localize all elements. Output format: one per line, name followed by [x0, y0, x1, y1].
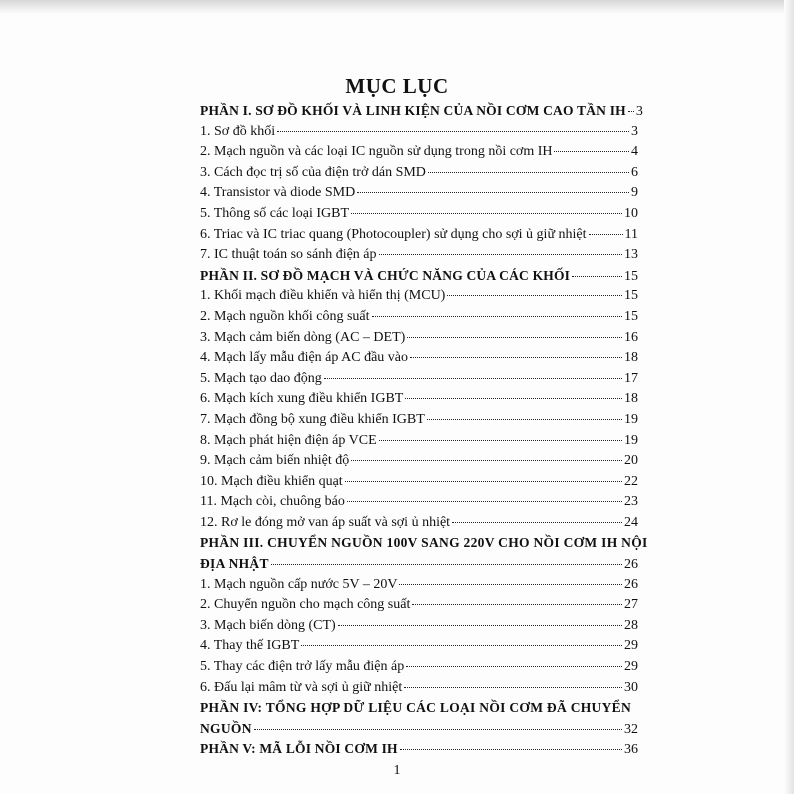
dot-leader: [347, 501, 622, 502]
dot-leader: [406, 666, 622, 667]
toc-entry-label: 12. Rơ le đóng mở van áp suất và sợi ủ nhiệt: [200, 514, 451, 530]
dot-leader: [428, 172, 629, 173]
toc-entry: [200, 474, 638, 495]
toc-entry: [200, 288, 638, 309]
toc-page-number: 6: [631, 164, 638, 180]
toc-entry-label: PHẦN V: MÃ LỖI NỒI CƠM IH: [200, 741, 398, 757]
toc-entry-label: 5. Mạch tạo dao động: [200, 370, 322, 386]
toc-page-number: 36: [624, 742, 638, 758]
toc-entry-label: PHẦN II. SƠ ĐỒ MẠCH VÀ CHỨC NĂNG CỦA CÁC KHỐI: [200, 267, 571, 283]
page-title: MỤC LỤC: [345, 74, 449, 98]
toc-heading-line2: [200, 556, 638, 577]
toc-entry-label: 11. Mạch còi, chuông báo: [200, 494, 345, 510]
dot-leader: [357, 192, 629, 193]
toc-heading-line1: PHẦN IV: TỔNG HỢP DỮ LIỆU CÁC LOẠI NỒI CƠM ĐÃ CHUYỂN: [200, 700, 632, 716]
toc-page-number: 30: [624, 679, 638, 695]
dot-leader: [628, 111, 634, 112]
toc-entry: [200, 350, 638, 371]
page-number-footer: 1: [393, 763, 401, 778]
dot-leader: [277, 131, 629, 132]
toc-entry: [200, 618, 638, 639]
toc-part-heading: [200, 268, 638, 289]
toc-page-number: 20: [624, 453, 638, 469]
dot-leader: [400, 749, 622, 750]
toc-entry-label: 1. Khối mạch điều khiển và hiển thị (MCU): [200, 288, 446, 304]
toc-entry-label: 5. Thông số các loại IGBT: [200, 205, 350, 221]
toc-part-heading: [200, 103, 643, 124]
toc-entry: [200, 391, 638, 412]
toc-page-number: 15: [624, 288, 638, 304]
toc-entry: [200, 371, 638, 392]
toc-entry: [200, 185, 638, 206]
dot-leader: [412, 604, 622, 605]
toc-entry: [200, 412, 638, 433]
toc-entry-label: 2. Mạch nguồn và các loại IC nguồn sử dụng trong nồi cơm IH: [200, 144, 553, 160]
dot-leader: [345, 481, 622, 482]
dot-leader: [589, 234, 623, 235]
toc-entry: [200, 206, 638, 227]
scan-shadow-top: [0, 0, 794, 14]
toc-page-number: 29: [624, 638, 638, 654]
dot-leader: [572, 276, 622, 277]
toc-page-number: 28: [624, 617, 638, 633]
toc-entry-label: 2. Chuyển nguồn cho mạch công suất: [200, 597, 411, 613]
toc-page-number: 23: [624, 494, 638, 510]
dot-leader: [554, 151, 629, 152]
toc-page-number: 16: [624, 329, 638, 345]
toc-page-number: 24: [624, 514, 638, 530]
toc-entry-label: ĐỊA NHẬT: [200, 556, 269, 572]
dot-leader: [372, 316, 622, 317]
dot-leader: [405, 398, 622, 399]
toc-page-number: 15: [624, 268, 638, 284]
dot-leader: [271, 564, 622, 565]
dot-leader: [301, 645, 622, 646]
toc-page-number: 32: [624, 721, 638, 737]
toc-part-heading: [200, 741, 638, 762]
toc-entry: [200, 659, 638, 680]
toc-entry-label: 7. IC thuật toán so sánh điện áp: [200, 247, 377, 263]
toc-page-number: 3: [631, 123, 638, 139]
toc-entry-label: 9. Mạch cảm biến nhiệt độ: [200, 453, 350, 469]
toc-page-number: 27: [624, 597, 638, 613]
table-of-contents: [200, 103, 648, 762]
dot-leader: [407, 337, 622, 338]
toc-entry: [200, 577, 638, 598]
toc-page-number: 26: [624, 557, 638, 573]
dot-leader: [379, 254, 622, 255]
toc-entry: [200, 494, 638, 515]
toc-page-number: 19: [624, 411, 638, 427]
toc-entry-label: 1. Mạch nguồn cấp nước 5V – 20V: [200, 576, 398, 592]
toc-entry-label: PHẦN I. SƠ ĐỒ KHỐI VÀ LINH KIỆN CỦA NỒI CƠM CAO TẦN IH: [200, 103, 626, 118]
toc-entry-label: 10. Mạch điều khiển quạt: [200, 473, 343, 489]
toc-entry-label: 8. Mạch phát hiện điện áp VCE: [200, 432, 377, 448]
dot-leader: [410, 357, 622, 358]
toc-entry-label: 4. Thay thế IGBT: [200, 638, 300, 654]
dot-leader: [427, 419, 622, 420]
toc-page-number: 9: [631, 185, 638, 201]
toc-page-number: 19: [624, 432, 638, 448]
toc-entry-label: 4. Mạch lấy mẫu điện áp AC đầu vào: [200, 350, 409, 366]
toc-entry-label: 6. Triac và IC triac quang (Photocoupler) sử dụng cho sợi ủ giữ nhiệt: [200, 226, 587, 242]
toc-page-number: 29: [624, 659, 638, 675]
dot-leader: [447, 295, 622, 296]
toc-entry: [200, 227, 638, 248]
dot-leader: [399, 584, 622, 585]
toc-entry: [200, 638, 638, 659]
toc-part-heading: [200, 535, 648, 576]
toc-page-number: 11: [624, 226, 638, 242]
toc-entry-label: 6. Đấu lại mâm từ và sợi ủ giữ nhiệt: [200, 679, 403, 695]
toc-entry-label: 2. Mạch nguồn khối công suất: [200, 308, 370, 324]
dot-leader: [404, 687, 622, 688]
toc-page-number: 18: [624, 391, 638, 407]
toc-page-number: 4: [631, 144, 638, 160]
toc-entry-label: 3. Mạch biến dòng (CT): [200, 617, 336, 633]
toc-page-number: 3: [635, 104, 643, 119]
toc-heading-line2: [200, 721, 638, 742]
toc-entry: [200, 515, 638, 536]
toc-entry-label: 1. Sơ đồ khối: [200, 123, 276, 139]
toc-entry: [200, 247, 638, 268]
dot-leader: [379, 440, 622, 441]
scan-shadow-right: [784, 0, 794, 794]
toc-entry-label: 4. Transistor và diode SMD: [200, 185, 356, 201]
dot-leader: [338, 625, 622, 626]
toc-page-number: 22: [624, 473, 638, 489]
toc-entry: [200, 144, 638, 165]
dot-leader: [351, 460, 622, 461]
toc-page-number: 15: [624, 308, 638, 324]
toc-entry-label: 5. Thay các điện trở lấy mẫu điện áp: [200, 659, 405, 675]
toc-page-number: 26: [624, 576, 638, 592]
toc-entry: [200, 680, 638, 701]
toc-entry: [200, 309, 638, 330]
toc-page-number: 17: [624, 370, 638, 386]
toc-heading-line1: PHẦN III. CHUYỂN NGUỒN 100V SANG 220V CHO NỒI CƠM IH NỘI: [200, 535, 648, 551]
dot-leader: [351, 213, 622, 214]
toc-entry: [200, 165, 638, 186]
toc-entry-label: 6. Mạch kích xung điều khiển IGBT: [200, 391, 404, 407]
toc-entry: [200, 124, 638, 145]
toc-page-number: 10: [624, 205, 638, 221]
toc-entry: [200, 330, 638, 351]
toc-page-number: 13: [624, 247, 638, 263]
toc-entry-label: 7. Mạch đồng bộ xung điều khiển IGBT: [200, 411, 425, 427]
dot-leader: [324, 378, 622, 379]
toc-page-number: 18: [624, 350, 638, 366]
dot-leader: [452, 522, 622, 523]
toc-part-heading: [200, 700, 638, 741]
toc-entry-label: NGUỒN: [200, 720, 252, 736]
toc-entry-label: 3. Cách đọc trị số của điện trở dán SMD: [200, 164, 426, 180]
toc-entry: [200, 453, 638, 474]
dot-leader: [254, 729, 622, 730]
toc-entry-label: 3. Mạch cảm biến dòng (AC – DET): [200, 329, 406, 345]
toc-entry: [200, 597, 638, 618]
toc-entry: [200, 433, 638, 454]
